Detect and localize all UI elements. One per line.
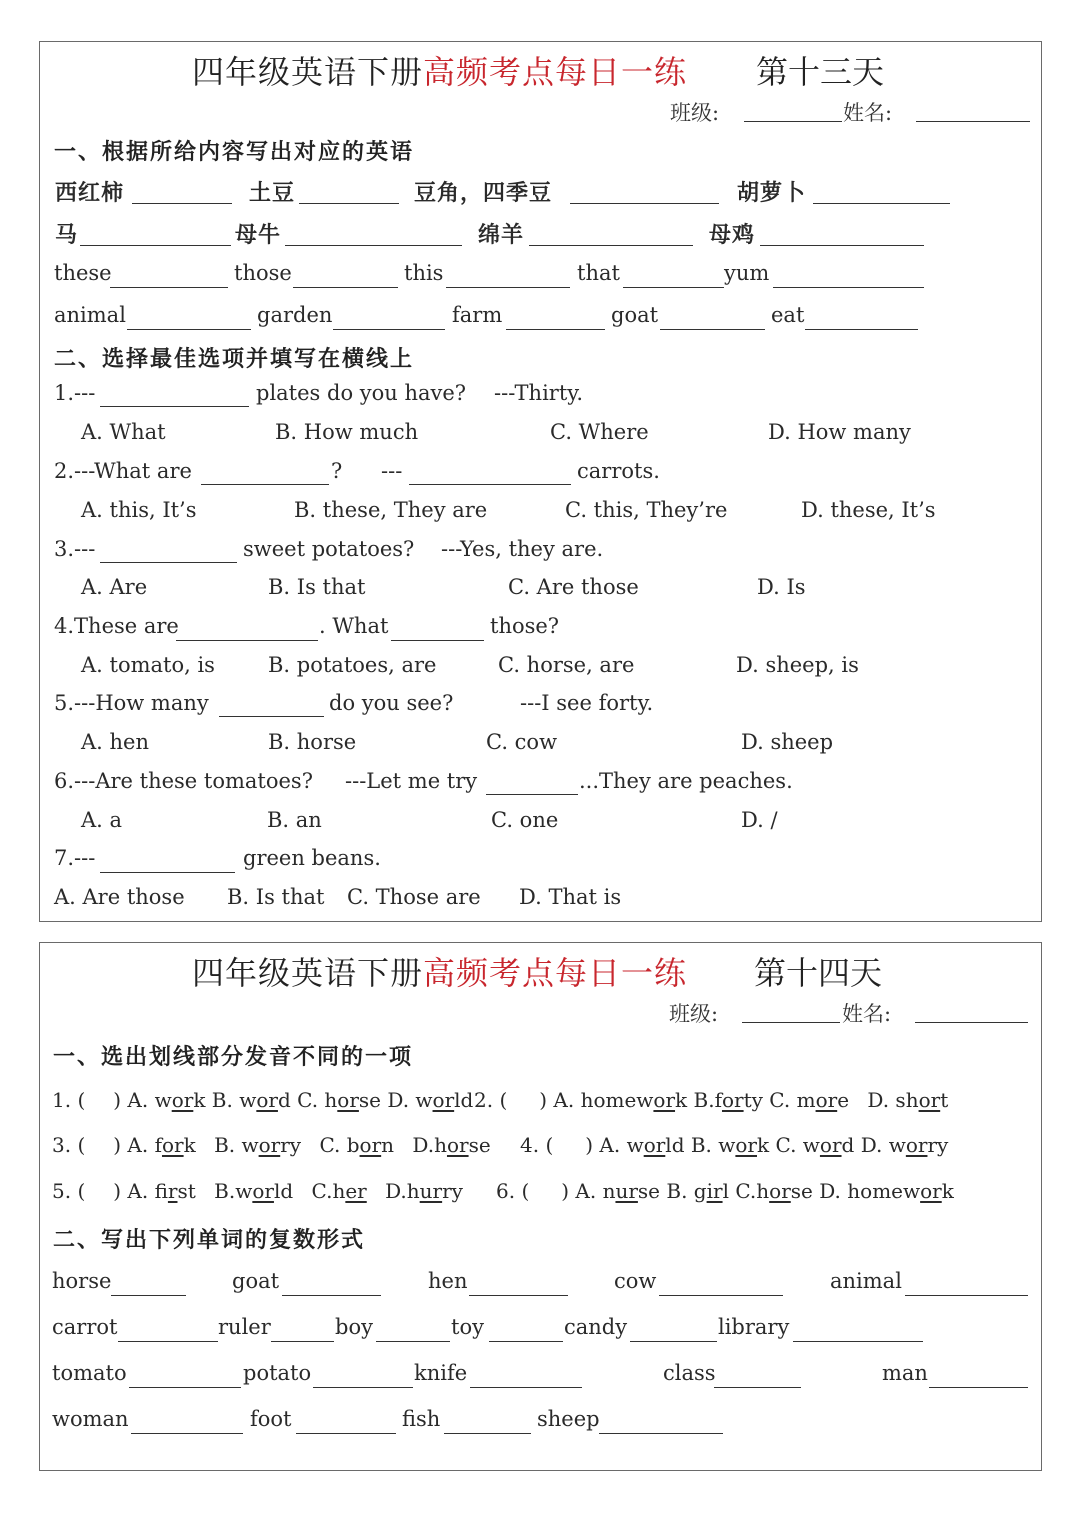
section-heading: 二、选择最佳选项并填写在横线上: [54, 346, 415, 372]
question-text: ...They are peaches.: [579, 769, 793, 793]
item-number: 4. (: [520, 1133, 554, 1157]
answer-blank[interactable]: [100, 562, 237, 563]
answer-blank[interactable]: [793, 1341, 923, 1342]
answer-blank[interactable]: [131, 1433, 243, 1434]
option-c[interactable]: C.her: [311, 1179, 367, 1203]
answer-blank[interactable]: [529, 245, 693, 246]
word-prompt: animal: [830, 1269, 902, 1293]
word-prompt: boy: [335, 1315, 373, 1339]
answer-blank[interactable]: [470, 1387, 582, 1388]
answer-blank[interactable]: [446, 287, 570, 288]
answer-blank[interactable]: [132, 203, 232, 204]
option-c[interactable]: C. word: [775, 1133, 855, 1157]
option-b[interactable]: B. these, They are: [294, 498, 488, 522]
option-b[interactable]: B. How much: [275, 420, 419, 444]
title-black-text: 四年级英语下册: [192, 53, 424, 91]
option-c[interactable]: C. more: [769, 1088, 850, 1112]
answer-blank[interactable]: [299, 203, 399, 204]
answer-blank[interactable]: [623, 287, 724, 288]
option-c[interactable]: C. Are those: [508, 575, 639, 599]
title-red-text: 高频考点每日一练: [423, 954, 688, 992]
option-a[interactable]: ) A. first: [113, 1179, 196, 1203]
option-b[interactable]: B. an: [267, 808, 322, 832]
question-text: 3.---: [54, 537, 96, 561]
answer-blank[interactable]: [376, 1341, 450, 1342]
option-b[interactable]: B. Is that: [268, 575, 366, 599]
word-prompt: tomato: [52, 1361, 127, 1385]
answer-blank[interactable]: [80, 245, 231, 246]
answer-blank[interactable]: [271, 1341, 334, 1342]
option-c[interactable]: C. horse: [297, 1088, 382, 1112]
vocab-prompt: that: [577, 261, 620, 285]
option-b[interactable]: B. horse: [268, 730, 357, 754]
vocab-prompt: 西红柿: [55, 180, 125, 206]
vocab-prompt: 母牛: [235, 222, 282, 248]
option-d[interactable]: D. these, It’s: [801, 498, 936, 522]
option-c[interactable]: C. cow: [486, 730, 558, 754]
answer-blank[interactable]: [285, 245, 462, 246]
option-b[interactable]: B.forty: [693, 1088, 763, 1112]
option-b[interactable]: B. worry: [214, 1133, 302, 1157]
item-number: 5. (: [52, 1179, 86, 1203]
item-number: 2. (: [474, 1088, 508, 1112]
option-d[interactable]: D. world: [387, 1088, 474, 1112]
option-b[interactable]: B. Is that: [227, 885, 325, 909]
page-title: [192, 47, 687, 93]
phonics-item-4: [520, 1133, 948, 1157]
option-a[interactable]: A. hen: [81, 730, 149, 754]
name-field[interactable]: [915, 1022, 1028, 1023]
phonics-item-6: [496, 1179, 954, 1203]
answer-blank[interactable]: [176, 640, 318, 641]
option-a[interactable]: A. a: [81, 808, 123, 832]
option-c[interactable]: C.horse: [735, 1179, 813, 1203]
option-a[interactable]: ) A. world: [585, 1133, 685, 1157]
answer-blank[interactable]: [129, 1387, 241, 1388]
answer-blank[interactable]: [805, 329, 918, 330]
vocab-prompt: 绵羊: [478, 222, 525, 248]
option-b[interactable]: B. word: [211, 1088, 291, 1112]
word-prompt: foot: [250, 1407, 292, 1431]
item-number: 1. (: [52, 1088, 86, 1112]
option-a[interactable]: A. Are: [81, 575, 148, 599]
answer-blank[interactable]: [127, 329, 251, 330]
question-text: 2.---What are: [54, 459, 192, 483]
option-d[interactable]: D. /: [741, 808, 778, 832]
vocab-prompt: these: [54, 261, 112, 285]
answer-blank[interactable]: [714, 1387, 801, 1388]
option-b[interactable]: B. potatoes, are: [268, 653, 437, 677]
word-prompt: library: [718, 1315, 790, 1339]
option-c[interactable]: C. Where: [550, 420, 649, 444]
answer-blank[interactable]: [409, 484, 571, 485]
answer-blank[interactable]: [486, 794, 578, 795]
question-text: . What: [319, 614, 389, 638]
answer-blank[interactable]: [773, 287, 924, 288]
vocab-prompt: animal: [54, 303, 126, 327]
option-d[interactable]: D. homework: [819, 1179, 954, 1203]
answer-blank[interactable]: [313, 1387, 413, 1388]
question-text: sweet potatoes?: [243, 537, 415, 561]
option-d[interactable]: D. sheep: [741, 730, 834, 754]
class-field[interactable]: [744, 121, 842, 122]
vocab-prompt: those: [234, 261, 292, 285]
bracket-close: ) A.: [113, 1088, 149, 1112]
word-prompt: horse: [52, 1269, 112, 1293]
vocab-prompt: this: [404, 261, 444, 285]
answer-blank[interactable]: [929, 1387, 1028, 1388]
word-prompt: hen: [428, 1269, 468, 1293]
answer-blank[interactable]: [333, 329, 445, 330]
vocab-prompt: 胡萝卜: [737, 180, 807, 206]
class-label: 班级:: [669, 1002, 719, 1026]
option-a[interactable]: ) A. fork: [113, 1133, 196, 1157]
word-prompt: goat: [232, 1269, 280, 1293]
option-d[interactable]: D. sheep, is: [736, 653, 859, 677]
worksheet-day-14: [39, 942, 1042, 1471]
class-label: 班级:: [670, 101, 720, 125]
phonics-item-5: [52, 1179, 463, 1203]
answer-blank[interactable]: [760, 245, 924, 246]
question-text: those?: [490, 614, 560, 638]
option-c[interactable]: C. horse, are: [498, 653, 635, 677]
question-text: 7.---: [54, 846, 96, 870]
option-d[interactable]: D. short: [867, 1088, 949, 1112]
name-label: 姓名:: [843, 101, 893, 125]
option-c[interactable]: C. born: [319, 1133, 395, 1157]
phonics-item-2: [474, 1088, 948, 1112]
answer-blank[interactable]: [293, 287, 398, 288]
word-prompt: candy: [564, 1315, 628, 1339]
option-a[interactable]: work: [154, 1088, 206, 1112]
page-title: [192, 948, 687, 994]
option-b[interactable]: B. work: [690, 1133, 770, 1157]
vocab-prompt: garden: [257, 303, 333, 327]
question-text: carrots.: [577, 459, 660, 483]
option-b[interactable]: B. girl: [666, 1179, 729, 1203]
vocab-prompt: 母鸡: [709, 222, 756, 248]
option-a[interactable]: A. Are those: [54, 885, 185, 909]
question-text: ?: [331, 459, 343, 483]
section-heading: 一、选出划线部分发音不同的一项: [53, 1044, 414, 1070]
answer-blank[interactable]: [100, 406, 249, 407]
option-a[interactable]: A. this, It’s: [81, 498, 197, 522]
answer-blank[interactable]: [905, 1295, 1028, 1296]
item-number: 3. (: [52, 1133, 86, 1157]
question-text: ---I see forty.: [520, 691, 654, 715]
answer-blank[interactable]: [630, 1341, 717, 1342]
phonics-item-3: [52, 1133, 491, 1157]
option-c[interactable]: C. Those are: [347, 885, 481, 909]
question-text: 1.---: [54, 381, 96, 405]
class-field[interactable]: [742, 1022, 840, 1023]
vocab-prompt: 马: [55, 222, 79, 248]
option-d[interactable]: D. That is: [519, 885, 622, 909]
answer-blank[interactable]: [110, 287, 228, 288]
question-text: ---Yes, they are.: [441, 537, 604, 561]
word-prompt: man: [882, 1361, 928, 1385]
question-text: 4.These are: [54, 614, 179, 638]
question-text: plates do you have?: [256, 381, 467, 405]
section-heading: 一、根据所给内容写出对应的英语: [54, 139, 415, 165]
answer-blank[interactable]: [282, 1295, 381, 1296]
word-prompt: carrot: [52, 1315, 118, 1339]
word-prompt: potato: [243, 1361, 312, 1385]
vocab-prompt: 土豆: [249, 180, 296, 206]
day-label: 第十三天: [756, 53, 885, 91]
word-prompt: cow: [614, 1269, 657, 1293]
answer-blank[interactable]: [296, 1433, 396, 1434]
question-text: ---Let me try: [345, 769, 478, 793]
title-red-text: 高频考点每日一练: [423, 53, 688, 91]
question-text: ---Thirty.: [494, 381, 584, 405]
answer-blank[interactable]: [111, 1295, 186, 1296]
item-number: 6. (: [496, 1179, 530, 1203]
answer-blank[interactable]: [660, 329, 765, 330]
answer-blank[interactable]: [219, 716, 324, 717]
phonics-item-1: [52, 1088, 473, 1112]
answer-blank[interactable]: [201, 484, 329, 485]
vocab-prompt: farm: [452, 303, 503, 327]
option-d[interactable]: D. Is: [757, 575, 806, 599]
vocab-prompt: 豆角，四季豆: [414, 180, 553, 206]
option-b[interactable]: B.world: [214, 1179, 294, 1203]
word-prompt: class: [663, 1361, 716, 1385]
answer-blank[interactable]: [469, 1295, 568, 1296]
question-text: ---: [381, 459, 403, 483]
option-a[interactable]: A. What: [81, 420, 166, 444]
question-text: 5.---How many: [54, 691, 209, 715]
word-prompt: ruler: [218, 1315, 271, 1339]
title-black-text: 四年级英语下册: [192, 954, 424, 992]
word-prompt: fish: [402, 1407, 441, 1431]
answer-blank[interactable]: [100, 872, 235, 873]
day-label: 第十四天: [754, 954, 883, 992]
word-prompt: knife: [414, 1361, 468, 1385]
option-d[interactable]: D.hurry: [385, 1179, 463, 1203]
answer-blank[interactable]: [570, 203, 719, 204]
name-label: 姓名:: [842, 1002, 892, 1026]
word-prompt: woman: [52, 1407, 129, 1431]
vocab-prompt: goat: [611, 303, 659, 327]
option-d[interactable]: D. How many: [768, 420, 911, 444]
question-text: 6.---Are these tomatoes?: [54, 769, 313, 793]
option-c[interactable]: C. one: [491, 808, 559, 832]
option-a[interactable]: ) A. homework: [539, 1088, 688, 1112]
answer-blank[interactable]: [118, 1341, 218, 1342]
option-c[interactable]: C. this, They’re: [565, 498, 728, 522]
answer-blank[interactable]: [444, 1433, 531, 1434]
answer-blank[interactable]: [489, 1341, 563, 1342]
name-field[interactable]: [916, 121, 1030, 122]
word-prompt: toy: [451, 1315, 484, 1339]
section-heading: 二、写出下列单词的复数形式: [53, 1227, 366, 1253]
question-text: green beans.: [243, 846, 381, 870]
answer-blank[interactable]: [813, 203, 950, 204]
option-a[interactable]: ) A. nurse: [561, 1179, 661, 1203]
option-d[interactable]: D. worry: [860, 1133, 949, 1157]
answer-blank[interactable]: [506, 329, 605, 330]
option-a[interactable]: A. tomato, is: [81, 653, 215, 677]
answer-blank[interactable]: [659, 1295, 783, 1296]
option-d[interactable]: D.horse: [412, 1133, 491, 1157]
answer-blank[interactable]: [391, 640, 484, 641]
vocab-prompt: yum: [724, 261, 770, 285]
question-text: do you see?: [329, 691, 454, 715]
vocab-prompt: eat: [771, 303, 805, 327]
word-prompt: sheep: [537, 1407, 600, 1431]
answer-blank[interactable]: [599, 1433, 723, 1434]
